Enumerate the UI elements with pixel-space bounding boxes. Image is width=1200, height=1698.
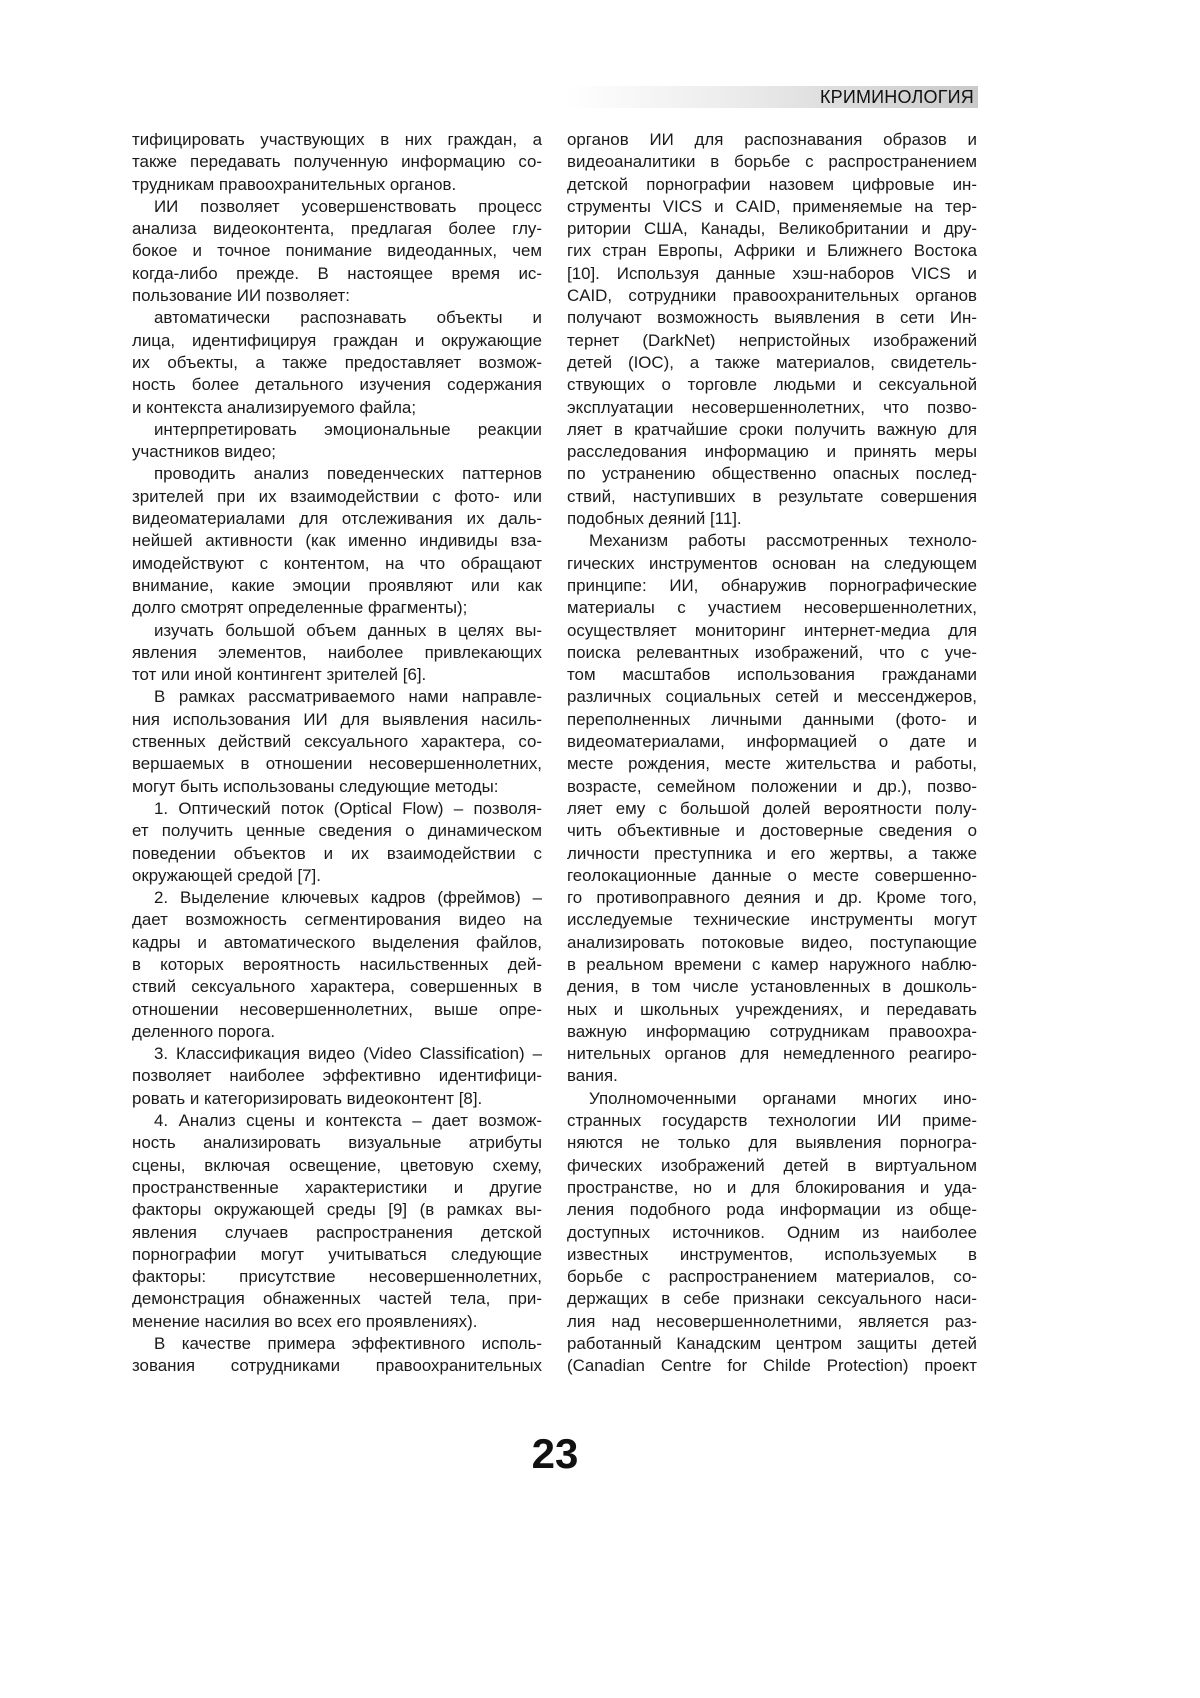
paragraph bbox=[132, 1110, 542, 1333]
text-line: поведении объектов и их взаимодействии с bbox=[132, 843, 542, 865]
paragraph bbox=[132, 1043, 542, 1110]
text-line: известных инструментов, используемых в bbox=[567, 1244, 977, 1266]
text-line: изучать большой объем данных в целях вы- bbox=[132, 620, 542, 642]
text-line: видеоматериалами, информацией о дате и bbox=[567, 731, 977, 753]
text-line: ровать и категоризировать видеоконтент [8]. bbox=[132, 1088, 542, 1110]
text-line: окружающей средой [7]. bbox=[132, 865, 542, 887]
text-line: CAID, сотрудники правоохранительных органов bbox=[567, 285, 977, 307]
text-line: автоматически распознавать объекты и bbox=[132, 307, 542, 329]
text-line: пространстве, но и для блокирования и уда- bbox=[567, 1177, 977, 1199]
text-line: их объекты, а также предоставляет возмож- bbox=[132, 352, 542, 374]
text-line: гических инструментов основан на следующем bbox=[567, 553, 977, 575]
text-line: по устранению общественно опасных послед- bbox=[567, 463, 977, 485]
paragraph bbox=[132, 129, 542, 196]
text-line: детей (IOC), а также материалов, свидетель- bbox=[567, 352, 977, 374]
paragraph bbox=[132, 798, 542, 887]
text-line: ствий, наступивших в результате совершения bbox=[567, 486, 977, 508]
text-line: месте рождения, месте жительства и работы, bbox=[567, 753, 977, 775]
text-line: ет получить ценные сведения о динамическом bbox=[132, 820, 542, 842]
text-line: материалы с участием несовершеннолетних, bbox=[567, 597, 977, 619]
text-line: дения, в том числе установленных в дошколь- bbox=[567, 976, 977, 998]
text-line: дает возможность сегментирования видео на bbox=[132, 909, 542, 931]
text-line: ность анализировать визуальные атрибуты bbox=[132, 1132, 542, 1154]
text-line: странных государств технологии ИИ приме- bbox=[567, 1110, 977, 1132]
text-line: ственных действий сексуального характера, со- bbox=[132, 731, 542, 753]
text-line: струменты VICS и CAID, применяемые на тер- bbox=[567, 196, 977, 218]
text-line: видеоматериалами для отслеживания их даль- bbox=[132, 508, 542, 530]
text-line: чить объективные и достоверные сведения о bbox=[567, 820, 977, 842]
text-line: различных социальных сетей и мессенджеров, bbox=[567, 686, 977, 708]
text-line: [10]. Используя данные хэш-наборов VICS и bbox=[567, 263, 977, 285]
text-line: ствующих о торговле людьми и сексуальной bbox=[567, 374, 977, 396]
text-line: нейшей активности (как именно индивиды вза- bbox=[132, 530, 542, 552]
text-line: расследования информацию и принять меры bbox=[567, 441, 977, 463]
text-line: внимание, какие эмоции проявляют или как bbox=[132, 575, 542, 597]
text-line: поиска релевантных изображений, что с уче- bbox=[567, 642, 977, 664]
text-line: няются не только для выявления порногра- bbox=[567, 1132, 977, 1154]
text-line: в реальном времени с камер наружного наблю- bbox=[567, 954, 977, 976]
text-line: детской порнографии назовем цифровые ин- bbox=[567, 174, 977, 196]
text-line: доступных источников. Одним из наиболее bbox=[567, 1222, 977, 1244]
text-line: в которых вероятность насильственных дей- bbox=[132, 954, 542, 976]
text-line: тифицировать участвующих в них граждан, а bbox=[132, 129, 542, 151]
text-line: возрасте, семейном положении и др.), позво- bbox=[567, 776, 977, 798]
text-line: зрителей при их взаимодействии с фото- или bbox=[132, 486, 542, 508]
text-line: подобных деяний [11]. bbox=[567, 508, 977, 530]
text-line: том масштабов использования гражданами bbox=[567, 664, 977, 686]
text-line: анализа видеоконтента, предлагая более глу- bbox=[132, 218, 542, 240]
text-line: (Canadian Centre for Childe Protection) проект bbox=[567, 1355, 977, 1377]
text-line: кадры и автоматического выделения файлов, bbox=[132, 932, 542, 954]
paragraph bbox=[132, 686, 542, 797]
right-column bbox=[567, 129, 977, 1378]
text-line: 3. Классификация видео (Video Classification) – bbox=[132, 1043, 542, 1065]
text-line: ления подобного рода информации из обще- bbox=[567, 1199, 977, 1221]
text-line: 2. Выделение ключевых кадров (фреймов) – bbox=[132, 887, 542, 909]
text-line: исследуемые технические инструменты могут bbox=[567, 909, 977, 931]
text-line: ляет в кратчайшие сроки получить важную для bbox=[567, 419, 977, 441]
text-line: интерпретировать эмоциональные реакции bbox=[132, 419, 542, 441]
paragraph bbox=[132, 1333, 542, 1378]
paragraph bbox=[567, 1088, 977, 1378]
left-column bbox=[132, 129, 542, 1378]
text-line: позволяет наиболее эффективно идентифици- bbox=[132, 1065, 542, 1087]
text-line: ния использования ИИ для выявления насиль- bbox=[132, 709, 542, 731]
text-line: пространственные характеристики и другие bbox=[132, 1177, 542, 1199]
text-line: го противоправного деяния и др. Кроме того, bbox=[567, 887, 977, 909]
text-line: факторы окружающей среды [9] (в рамках вы- bbox=[132, 1199, 542, 1221]
text-line: В качестве примера эффективного исполь- bbox=[132, 1333, 542, 1355]
text-line: ляет ему с большой долей вероятности полу- bbox=[567, 798, 977, 820]
text-line: зования сотрудниками правоохранительных bbox=[132, 1355, 542, 1377]
paragraph bbox=[567, 129, 977, 530]
text-line: факторы: присутствие несовершеннолетних, bbox=[132, 1266, 542, 1288]
text-line: видеоаналитики в борьбе с распространением bbox=[567, 151, 977, 173]
section-title: КРИМИНОЛОГИЯ bbox=[820, 87, 974, 107]
paragraph bbox=[567, 530, 977, 1087]
text-line: лица, идентифицируя граждан и окружающие bbox=[132, 330, 542, 352]
text-line: вершаемых в отношении несовершеннолетних, bbox=[132, 753, 542, 775]
text-line: органов ИИ для распознавания образов и bbox=[567, 129, 977, 151]
text-line: когда-либо прежде. В настоящее время ис- bbox=[132, 263, 542, 285]
paragraph bbox=[132, 196, 542, 307]
text-line: явления случаев распространения детской bbox=[132, 1222, 542, 1244]
text-line: принципе: ИИ, обнаружив порнографические bbox=[567, 575, 977, 597]
text-line: геолокационные данные о месте совершенно- bbox=[567, 865, 977, 887]
text-line: тернет (DarkNet) непристойных изображений bbox=[567, 330, 977, 352]
text-line: гих стран Европы, Африки и Ближнего Востока bbox=[567, 240, 977, 262]
text-line: эксплуатации несовершеннолетних, что позво- bbox=[567, 397, 977, 419]
text-line: порнографии могут учитываться следующие bbox=[132, 1244, 542, 1266]
text-line: менение насилия во всех его проявлениях). bbox=[132, 1311, 542, 1333]
text-line: осуществляет мониторинг интернет-медиа для bbox=[567, 620, 977, 642]
text-line: В рамках рассматриваемого нами направле- bbox=[132, 686, 542, 708]
page-number: 23 bbox=[0, 1430, 1110, 1478]
text-line: ствий сексуального характера, совершенных в bbox=[132, 976, 542, 998]
text-line: получают возможность выявления в сети Ин- bbox=[567, 307, 977, 329]
text-line: лия над несовершеннолетними, является раз- bbox=[567, 1311, 977, 1333]
text-line: долго смотрят определенные фрагменты); bbox=[132, 597, 542, 619]
text-line: фических изображений детей в виртуальном bbox=[567, 1155, 977, 1177]
text-line: 4. Анализ сцены и контекста – дает возмож- bbox=[132, 1110, 542, 1132]
text-line: вания. bbox=[567, 1065, 977, 1087]
text-line: тот или иной контингент зрителей [6]. bbox=[132, 664, 542, 686]
text-line: анализировать потоковые видео, поступающие bbox=[567, 932, 977, 954]
text-line: деленного порога. bbox=[132, 1021, 542, 1043]
text-line: работанный Канадским центром защиты детей bbox=[567, 1333, 977, 1355]
text-line: нительных органов для немедленного реагиро- bbox=[567, 1043, 977, 1065]
text-line: трудникам правоохранительных органов. bbox=[132, 174, 542, 196]
text-line: 1. Оптический поток (Optical Flow) – позволя- bbox=[132, 798, 542, 820]
text-line: Уполномоченными органами многих ино- bbox=[567, 1088, 977, 1110]
paragraph bbox=[132, 887, 542, 1043]
text-line: переполненных личными данными (фото- и bbox=[567, 709, 977, 731]
paragraph bbox=[132, 620, 542, 687]
text-line: явления элементов, наиболее привлекающих bbox=[132, 642, 542, 664]
text-line: ритории США, Канады, Великобритании и дру- bbox=[567, 218, 977, 240]
text-line: отношении несовершеннолетних, выше опре- bbox=[132, 999, 542, 1021]
text-line: важную информацию сотрудникам правоохра- bbox=[567, 1021, 977, 1043]
text-line: проводить анализ поведенческих паттернов bbox=[132, 463, 542, 485]
text-line: личности преступника и его жертвы, а также bbox=[567, 843, 977, 865]
text-line: держащих в себе признаки сексуального наси- bbox=[567, 1288, 977, 1310]
text-line: бокое и точное понимание видеоданных, чем bbox=[132, 240, 542, 262]
text-line: ИИ позволяет усовершенствовать процесс bbox=[132, 196, 542, 218]
text-line: борьбе с распространением материалов, со- bbox=[567, 1266, 977, 1288]
text-line: Механизм работы рассмотренных техноло- bbox=[567, 530, 977, 552]
text-line: также передавать полученную информацию со- bbox=[132, 151, 542, 173]
text-line: сцены, включая освещение, цветовую схему, bbox=[132, 1155, 542, 1177]
paragraph bbox=[132, 463, 542, 619]
paragraph bbox=[132, 307, 542, 418]
paragraph bbox=[132, 419, 542, 464]
text-line: пользование ИИ позволяет: bbox=[132, 285, 542, 307]
text-line: могут быть использованы следующие методы: bbox=[132, 776, 542, 798]
text-line: ность более детального изучения содержания bbox=[132, 374, 542, 396]
text-line: участников видео; bbox=[132, 441, 542, 463]
text-line: ных и школьных учреждениях, и передавать bbox=[567, 999, 977, 1021]
text-line: демонстрация обнаженных частей тела, при- bbox=[132, 1288, 542, 1310]
text-line: и контекста анализируемого файла; bbox=[132, 397, 542, 419]
text-line: имодействуют с контентом, на что обращают bbox=[132, 553, 542, 575]
